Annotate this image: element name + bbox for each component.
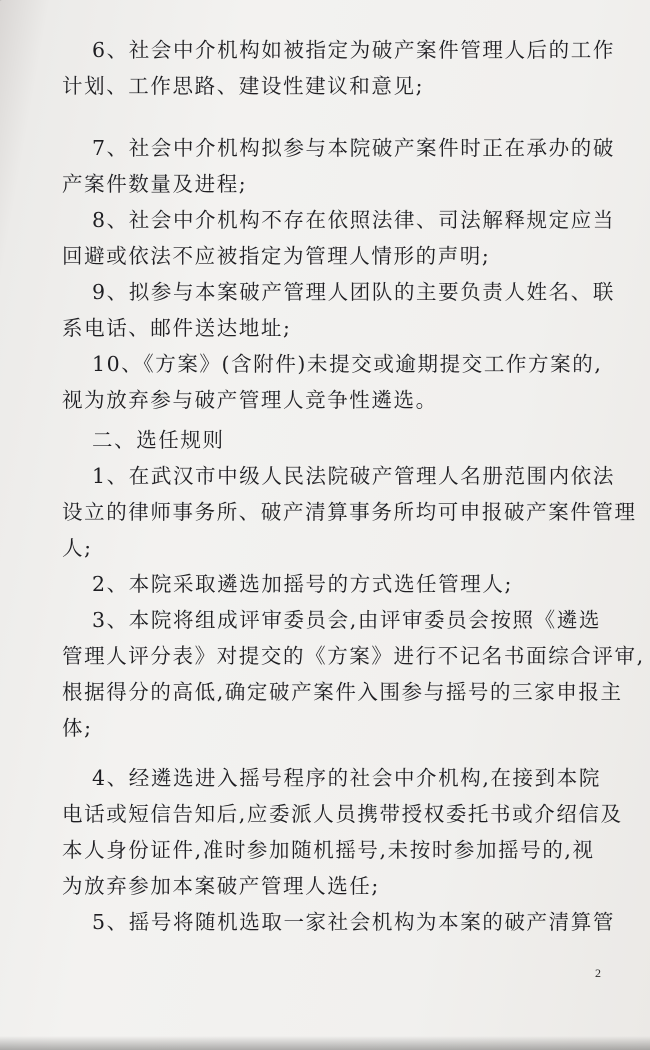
paragraph-line: 本人身份证件,准时参加随机摇号,未按时参加摇号的,视 bbox=[62, 838, 595, 862]
paragraph-line: 9、拟参与本案破产管理人团队的主要负责人姓名、联 bbox=[92, 280, 615, 304]
paragraph-line: 体; bbox=[62, 716, 93, 740]
paragraph-line: 4、经遴选进入摇号程序的社会中介机构,在接到本院 bbox=[92, 766, 601, 790]
paragraph-line: 系电话、邮件送达地址; bbox=[62, 316, 292, 340]
paragraph-line: 产案件数量及进程; bbox=[62, 172, 248, 196]
paragraph-line: 根据得分的高低,确定破产案件入围参与摇号的三家申报主 bbox=[62, 680, 623, 704]
paragraph-line: 计划、工作思路、建设性建议和意见; bbox=[62, 74, 425, 98]
paragraph-line: 3、本院将组成评审委员会,由评审委员会按照《遴选 bbox=[92, 608, 601, 632]
paper-fold-line bbox=[0, 0, 60, 41]
page-number: 2 bbox=[595, 966, 601, 980]
paragraph-line: 8、社会中介机构不存在依照法律、司法解释规定应当 bbox=[92, 208, 615, 232]
paragraph-line: 5、摇号将随机选取一家社会机构为本案的破产清算管 bbox=[92, 910, 615, 934]
paragraph-line: 电话或短信告知后,应委派人员携带授权委托书或介绍信及 bbox=[62, 802, 623, 826]
page-bottom-shadow bbox=[0, 1036, 650, 1050]
paragraph-line: 为放弃参加本案破产管理人选任; bbox=[62, 874, 380, 898]
paragraph-line: 1、在武汉市中级人民法院破产管理人名册范围内依法 bbox=[92, 464, 615, 488]
paragraph-line: 视为放弃参与破产管理人竞争性遴选。 bbox=[62, 388, 438, 412]
paragraph-line: 设立的律师事务所、破产清算事务所均可申报破产案件管理 bbox=[62, 500, 637, 524]
paragraph-line: 管理人评分表》对提交的《方案》进行不记名书面综合评审, bbox=[62, 644, 645, 668]
paragraph-line: 6、社会中介机构如被指定为破产案件管理人后的工作 bbox=[92, 38, 615, 62]
paragraph-line: 回避或依法不应被指定为管理人情形的声明; bbox=[62, 244, 491, 268]
paragraph-line: 10、《方案》(含附件)未提交或逾期提交工作方案的, bbox=[92, 352, 603, 376]
paragraph-line: 7、社会中介机构拟参与本院破产案件时正在承办的破 bbox=[92, 136, 615, 160]
section-heading: 二、选任规则 bbox=[92, 428, 225, 452]
paragraph-line: 2、本院采取遴选加摇号的方式选任管理人; bbox=[92, 572, 513, 596]
paragraph-line: 人; bbox=[62, 536, 93, 560]
